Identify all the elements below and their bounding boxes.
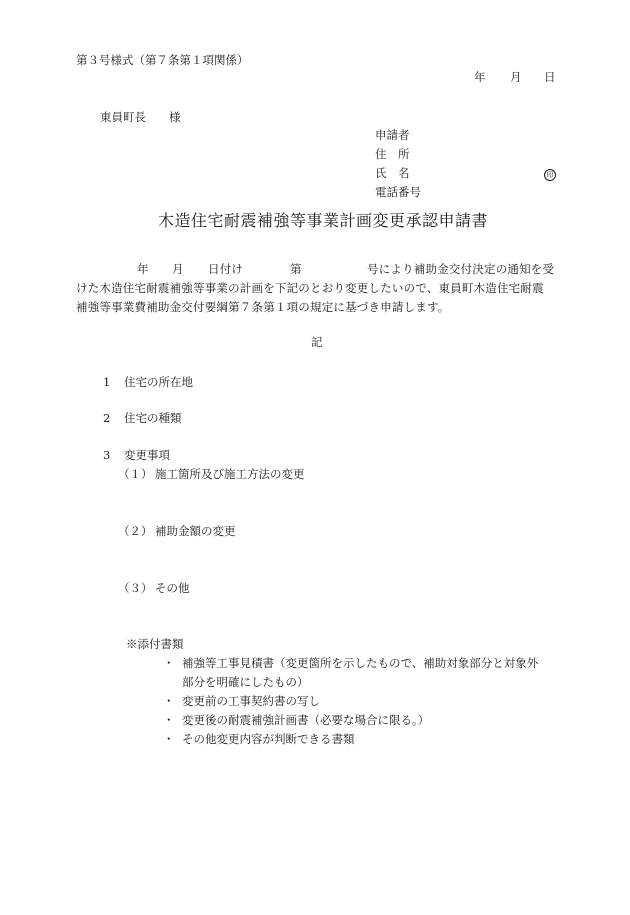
seal-icon: 印 (544, 169, 556, 181)
attachment-item-continued: 部分を明確にしたもの） (182, 675, 309, 689)
item-2-number: 2 (103, 411, 111, 425)
body-year-label: 年 (137, 262, 149, 276)
address-label: 住 所 (375, 147, 410, 161)
subitem-1-label: 施工箇所及び施工方法の変更 (155, 467, 305, 481)
subitem-1-number: （１） (118, 467, 153, 481)
attachment-bullet: ・ (163, 656, 175, 670)
date-day-label: 日 (544, 70, 556, 84)
date-year-label: 年 (474, 70, 486, 84)
date-month-label: 月 (510, 70, 522, 84)
body-number-label: 第 (290, 262, 302, 276)
body-dated-label: 日付け (208, 262, 244, 276)
attachment-bullet: ・ (163, 713, 175, 727)
attachment-item: 補強等工事見積書（変更箇所を示したもので、補助対象部分と対象外 (182, 656, 539, 670)
subitem-2-label: 補助金額の変更 (155, 524, 236, 538)
body-month-label: 月 (172, 262, 184, 276)
item-3-number: 3 (103, 448, 111, 462)
item-1-number: 1 (103, 375, 111, 389)
phone-label: 電話番号 (375, 185, 421, 199)
attachment-bullet: ・ (163, 732, 175, 746)
subitem-2-number: （２） (118, 524, 153, 538)
ki-heading: 記 (311, 335, 323, 349)
subitem-3-number: （３） (118, 581, 153, 595)
attachment-item: 変更前の工事契約書の写し (182, 694, 320, 708)
body-line3: 補強等事業費補助金交付要綱第７条第１項の規定に基づき申請します。 (76, 300, 450, 314)
body-line1-rest: 号により補助金交付決定の通知を受 (367, 262, 555, 276)
subitem-3-label: その他 (155, 581, 190, 595)
attachment-item: その他変更内容が判断できる書類 (182, 732, 355, 746)
attachment-item: 変更後の耐震補強計画書（必要な場合に限る。） (182, 713, 430, 727)
applicant-label: 申請者 (375, 128, 410, 142)
name-label: 氏 名 (375, 166, 410, 180)
attachments-heading: ※添付書類 (126, 637, 184, 651)
body-line2: けた木造住宅耐震補強等事業の計画を下記のとおり変更したいので、東員町木造住宅耐震 (76, 281, 544, 295)
form-number: 第３号様式（第７条第１項関係） (76, 53, 249, 67)
document-title: 木造住宅耐震補強等事業計画変更承認申請書 (158, 211, 489, 230)
item-3-label: 変更事項 (124, 448, 170, 462)
seal-mark (544, 166, 556, 182)
item-2-label: 住宅の種類 (124, 411, 182, 425)
attachment-bullet: ・ (163, 694, 175, 708)
item-1-label: 住宅の所在地 (124, 375, 193, 389)
addressee: 東員町長 様 (100, 110, 181, 124)
